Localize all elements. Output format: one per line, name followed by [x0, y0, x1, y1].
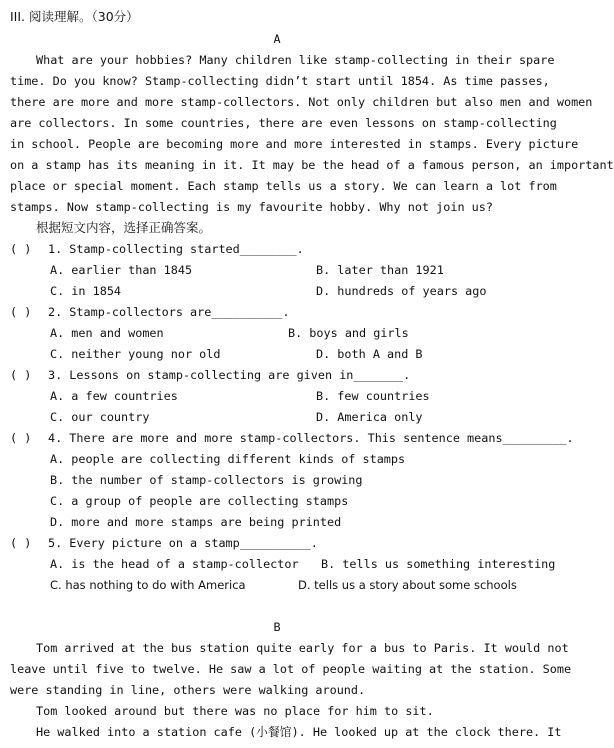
- question-stem: 4. There are more and more stamp-collectors. This sentence means_________.: [48, 431, 574, 445]
- instruction: 根据短文内容，选择正确答案。: [36, 220, 212, 235]
- option-c: C. has nothing to do with America: [50, 578, 246, 592]
- passage-line: on a stamp has its meaning in it. It may be the head of a famous person, an important: [10, 158, 614, 172]
- passage-b-label: B: [273, 620, 281, 634]
- section-header: III. 阅读理解。（30分）: [10, 9, 139, 24]
- passage-a-label: A: [273, 32, 281, 46]
- passage-line: there are more and more stamp-collectors. Not only children but also men and women: [10, 95, 593, 109]
- option-a: A. men and women: [50, 326, 164, 340]
- option-a: A. earlier than 1845: [50, 263, 193, 277]
- passage-line: are collectors. In some countries, there are even lessons on stamp-collecting: [10, 116, 557, 130]
- passage-line: What are your hobbies? Many children like stamp-collecting in their spare: [36, 53, 555, 67]
- answer-bracket[interactable]: ( ): [10, 242, 32, 256]
- answer-bracket[interactable]: ( ): [10, 431, 32, 445]
- option-b: B. tells us something interesting: [321, 557, 556, 571]
- question-stem: 1. Stamp-collecting started________.: [48, 242, 304, 256]
- option-b: B. the number of stamp-collectors is growing: [50, 473, 363, 487]
- passage-line: place or special moment. Each stamp tells us a story. We can learn a lot from: [10, 179, 557, 193]
- option-b: B. few countries: [316, 389, 430, 403]
- option-a: A. is the head of a stamp-collector: [50, 557, 299, 571]
- option-d: D. both A and B: [316, 347, 423, 361]
- option-c: C. neither young nor old: [50, 347, 221, 361]
- passage-line: were standing in line, others were walking around.: [10, 683, 366, 697]
- option-c: C. our country: [50, 410, 150, 424]
- option-d: D. hundreds of years ago: [316, 284, 487, 298]
- question-stem: 5. Every picture on a stamp__________.: [48, 536, 318, 550]
- passage-line: stamps. Now stamp-collecting is my favourite hobby. Why not join us?: [10, 200, 493, 214]
- answer-bracket[interactable]: ( ): [10, 305, 32, 319]
- option-d: D. more and more stamps are being printed: [50, 515, 342, 529]
- option-b: B. boys and girls: [288, 326, 409, 340]
- answer-bracket[interactable]: ( ): [10, 536, 32, 550]
- passage-line: He walked into a station cafe (小餐馆). He looked up at the clock there. It: [36, 725, 562, 739]
- passage-line: Tom arrived at the bus station quite early for a bus to Paris. It would not: [36, 641, 569, 655]
- question-stem: 3. Lessons on stamp-collecting are given in_______.: [48, 368, 411, 382]
- passage-line: time. Do you know? Stamp-collecting didn’t start until 1854. As time passes,: [10, 74, 550, 88]
- answer-bracket[interactable]: ( ): [10, 368, 32, 382]
- option-a: A. people are collecting different kinds of stamps: [50, 452, 406, 466]
- passage-line: Tom looked around but there was no place for him to sit.: [36, 704, 434, 718]
- option-d: D. tells us a story about some schools: [298, 578, 517, 592]
- option-b: B. later than 1921: [316, 263, 444, 277]
- option-a: A. a few countries: [50, 389, 178, 403]
- option-c: C. a group of people are collecting stamps: [50, 494, 349, 508]
- option-d: D. America only: [316, 410, 423, 424]
- passage-line: leave until five to twelve. He saw a lot of people waiting at the station. Some: [10, 662, 572, 676]
- option-c: C. in 1854: [50, 284, 122, 298]
- question-stem: 2. Stamp-collectors are__________.: [48, 305, 290, 319]
- passage-line: in school. People are becoming more and more interested in stamps. Every picture: [10, 137, 579, 151]
